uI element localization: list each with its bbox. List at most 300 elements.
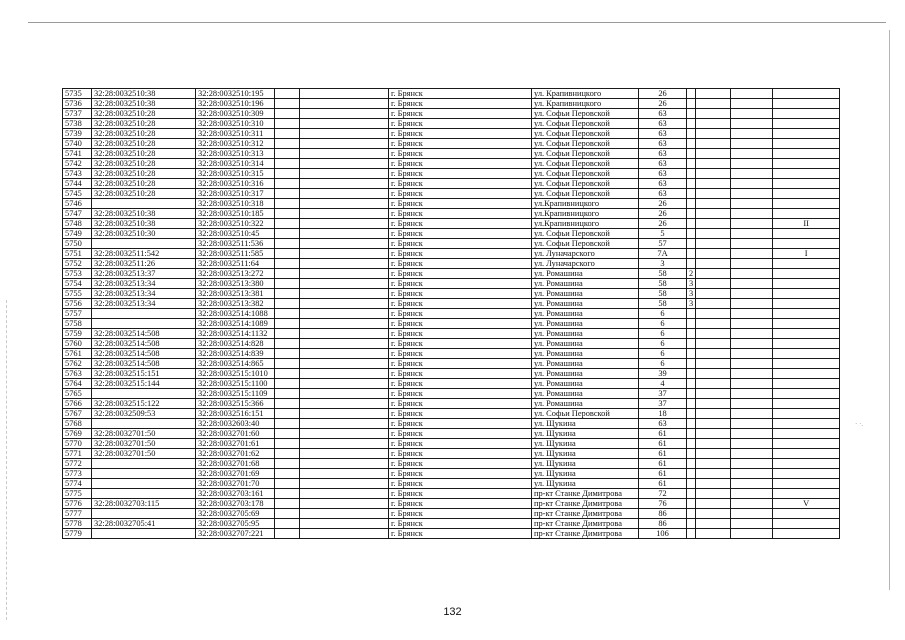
- row-number-cell: 5765: [63, 389, 92, 399]
- city-cell: г. Брянск: [389, 329, 532, 339]
- empty-cell: [731, 449, 773, 459]
- empty-cell: [731, 229, 773, 239]
- cadastral-number-cell: 32:28:0032510:185: [196, 209, 275, 219]
- building-cell: [687, 439, 696, 449]
- parent-cadastral-number-cell: [92, 489, 196, 499]
- house-number-cell: 61: [639, 439, 687, 449]
- row-number-cell: 5751: [63, 249, 92, 259]
- row-number-cell: 5739: [63, 129, 92, 139]
- empty-cell: [300, 259, 389, 269]
- empty-cell: [731, 299, 773, 309]
- cadastral-number-cell: 32:28:0032703:178: [196, 499, 275, 509]
- parent-cadastral-number-cell: 32:28:0032513:34: [92, 279, 196, 289]
- city-cell: г. Брянск: [389, 399, 532, 409]
- street-cell: ул. Ромашина: [532, 339, 639, 349]
- city-cell: г. Брянск: [389, 159, 532, 169]
- cadastral-number-cell: 32:28:0032510:322: [196, 219, 275, 229]
- empty-cell: [696, 439, 731, 449]
- city-cell: г. Брянск: [389, 439, 532, 449]
- parent-cadastral-number-cell: [92, 509, 196, 519]
- note-cell: I: [773, 249, 840, 259]
- empty-cell: [300, 239, 389, 249]
- empty-cell: [300, 419, 389, 429]
- parent-cadastral-number-cell: 32:28:0032514:508: [92, 339, 196, 349]
- parent-cadastral-number-cell: 32:28:0032510:28: [92, 179, 196, 189]
- street-cell: ул. Ромашина: [532, 299, 639, 309]
- empty-cell: [275, 119, 300, 129]
- empty-cell: [300, 299, 389, 309]
- row-number-cell: 5762: [63, 359, 92, 369]
- house-number-cell: 63: [639, 159, 687, 169]
- street-cell: ул. Ромашина: [532, 349, 639, 359]
- empty-cell: [731, 519, 773, 529]
- row-number-cell: 5764: [63, 379, 92, 389]
- building-cell: [687, 189, 696, 199]
- empty-cell: [275, 329, 300, 339]
- empty-cell: [275, 499, 300, 509]
- city-cell: г. Брянск: [389, 359, 532, 369]
- city-cell: г. Брянск: [389, 349, 532, 359]
- city-cell: г. Брянск: [389, 319, 532, 329]
- table-row: [63, 379, 840, 389]
- street-cell: ул. Щукина: [532, 479, 639, 489]
- row-number-cell: 5775: [63, 489, 92, 499]
- note-cell: [773, 329, 840, 339]
- empty-cell: [696, 169, 731, 179]
- empty-cell: [275, 379, 300, 389]
- note-cell: [773, 149, 840, 159]
- empty-cell: [696, 269, 731, 279]
- cadastral-number-cell: 32:28:0032511:64: [196, 259, 275, 269]
- parent-cadastral-number-cell: [92, 419, 196, 429]
- street-cell: ул. Ромашина: [532, 379, 639, 389]
- row-number-cell: 5743: [63, 169, 92, 179]
- note-cell: [773, 449, 840, 459]
- street-cell: ул. Софьи Перовской: [532, 119, 639, 129]
- building-cell: [687, 529, 696, 539]
- cadastral-number-cell: 32:28:0032511:536: [196, 239, 275, 249]
- table-row: [63, 339, 840, 349]
- building-cell: [687, 369, 696, 379]
- table-row: [63, 319, 840, 329]
- empty-cell: [696, 329, 731, 339]
- empty-cell: [731, 289, 773, 299]
- empty-cell: [696, 449, 731, 459]
- cadastral-number-cell: 32:28:0032515:1010: [196, 369, 275, 379]
- street-cell: ул. Ромашина: [532, 279, 639, 289]
- note-cell: [773, 289, 840, 299]
- empty-cell: [731, 89, 773, 99]
- empty-cell: [731, 269, 773, 279]
- parent-cadastral-number-cell: 32:28:0032514:508: [92, 359, 196, 369]
- note-cell: [773, 349, 840, 359]
- empty-cell: [731, 369, 773, 379]
- note-cell: [773, 389, 840, 399]
- table-row: [63, 249, 840, 259]
- building-cell: [687, 89, 696, 99]
- city-cell: г. Брянск: [389, 429, 532, 439]
- cadastral-number-cell: 32:28:0032707:221: [196, 529, 275, 539]
- parent-cadastral-number-cell: 32:28:0032705:41: [92, 519, 196, 529]
- building-cell: [687, 159, 696, 169]
- house-number-cell: 86: [639, 509, 687, 519]
- empty-cell: [275, 419, 300, 429]
- house-number-cell: 58: [639, 289, 687, 299]
- note-cell: [773, 189, 840, 199]
- note-cell: [773, 259, 840, 269]
- building-cell: [687, 449, 696, 459]
- empty-cell: [731, 219, 773, 229]
- note-cell: [773, 519, 840, 529]
- row-number-cell: 5766: [63, 399, 92, 409]
- row-number-cell: 5742: [63, 159, 92, 169]
- empty-cell: [300, 219, 389, 229]
- building-cell: 3: [687, 289, 696, 299]
- table-row: [63, 89, 840, 99]
- empty-cell: [275, 389, 300, 399]
- empty-cell: [696, 529, 731, 539]
- house-number-cell: 18: [639, 409, 687, 419]
- empty-cell: [300, 509, 389, 519]
- house-number-cell: 39: [639, 369, 687, 379]
- row-number-cell: 5738: [63, 119, 92, 129]
- note-cell: [773, 119, 840, 129]
- empty-cell: [731, 429, 773, 439]
- city-cell: г. Брянск: [389, 149, 532, 159]
- empty-cell: [696, 359, 731, 369]
- empty-cell: [731, 109, 773, 119]
- house-number-cell: 6: [639, 319, 687, 329]
- table-row: [63, 449, 840, 459]
- empty-cell: [300, 169, 389, 179]
- house-number-cell: 58: [639, 269, 687, 279]
- street-cell: ул. Софьи Перовской: [532, 159, 639, 169]
- empty-cell: [275, 149, 300, 159]
- empty-cell: [275, 209, 300, 219]
- empty-cell: [696, 239, 731, 249]
- note-cell: [773, 419, 840, 429]
- row-number-cell: 5759: [63, 329, 92, 339]
- street-cell: пр-кт Станке Димитрова: [532, 529, 639, 539]
- cadastral-number-cell: 32:28:0032514:865: [196, 359, 275, 369]
- scan-noise: · ·.: [855, 420, 864, 428]
- empty-cell: [275, 239, 300, 249]
- empty-cell: [275, 299, 300, 309]
- street-cell: ул. Щукина: [532, 469, 639, 479]
- empty-cell: [731, 489, 773, 499]
- building-cell: [687, 119, 696, 129]
- row-number-cell: 5776: [63, 499, 92, 509]
- house-number-cell: 6: [639, 359, 687, 369]
- empty-cell: [300, 319, 389, 329]
- city-cell: г. Брянск: [389, 499, 532, 509]
- table-row: [63, 279, 840, 289]
- empty-cell: [696, 519, 731, 529]
- city-cell: г. Брянск: [389, 129, 532, 139]
- street-cell: пр-кт Станке Димитрова: [532, 509, 639, 519]
- cadastral-number-cell: 32:28:0032513:382: [196, 299, 275, 309]
- row-number-cell: 5754: [63, 279, 92, 289]
- empty-cell: [275, 489, 300, 499]
- row-number-cell: 5746: [63, 199, 92, 209]
- house-number-cell: 61: [639, 449, 687, 459]
- empty-cell: [300, 329, 389, 339]
- empty-cell: [696, 389, 731, 399]
- house-number-cell: 6: [639, 309, 687, 319]
- cadastral-number-cell: 32:28:0032510:45: [196, 229, 275, 239]
- cadastral-number-cell: 32:28:0032701:61: [196, 439, 275, 449]
- parent-cadastral-number-cell: [92, 199, 196, 209]
- empty-cell: [696, 219, 731, 229]
- empty-cell: [275, 109, 300, 119]
- building-cell: [687, 359, 696, 369]
- empty-cell: [696, 319, 731, 329]
- building-cell: [687, 99, 696, 109]
- note-cell: II: [773, 219, 840, 229]
- building-cell: [687, 149, 696, 159]
- empty-cell: [300, 529, 389, 539]
- building-cell: [687, 319, 696, 329]
- empty-cell: [275, 279, 300, 289]
- note-cell: [773, 319, 840, 329]
- empty-cell: [300, 349, 389, 359]
- row-number-cell: 5755: [63, 289, 92, 299]
- parent-cadastral-number-cell: 32:28:0032703:115: [92, 499, 196, 509]
- empty-cell: [275, 89, 300, 99]
- empty-cell: [731, 439, 773, 449]
- building-cell: [687, 389, 696, 399]
- note-cell: [773, 209, 840, 219]
- row-number-cell: 5737: [63, 109, 92, 119]
- cadastral-number-cell: 32:28:0032701:69: [196, 469, 275, 479]
- building-cell: [687, 469, 696, 479]
- city-cell: г. Брянск: [389, 219, 532, 229]
- empty-cell: [731, 389, 773, 399]
- house-number-cell: 6: [639, 329, 687, 339]
- empty-cell: [696, 429, 731, 439]
- table-row: [63, 119, 840, 129]
- note-cell: [773, 269, 840, 279]
- empty-cell: [696, 349, 731, 359]
- empty-cell: [731, 359, 773, 369]
- street-cell: пр-кт Станке Димитрова: [532, 489, 639, 499]
- street-cell: ул. Софьи Перовской: [532, 139, 639, 149]
- empty-cell: [731, 339, 773, 349]
- parent-cadastral-number-cell: 32:28:0032510:28: [92, 109, 196, 119]
- empty-cell: [731, 129, 773, 139]
- cadastral-number-cell: 32:28:0032510:311: [196, 129, 275, 139]
- empty-cell: [696, 139, 731, 149]
- table-row: [63, 389, 840, 399]
- house-number-cell: 63: [639, 109, 687, 119]
- empty-cell: [275, 169, 300, 179]
- row-number-cell: 5767: [63, 409, 92, 419]
- empty-cell: [696, 479, 731, 489]
- parent-cadastral-number-cell: 32:28:0032510:30: [92, 229, 196, 239]
- empty-cell: [300, 309, 389, 319]
- table-row: [63, 299, 840, 309]
- street-cell: ул. Щукина: [532, 419, 639, 429]
- empty-cell: [696, 259, 731, 269]
- page-number: 132: [443, 606, 462, 618]
- empty-cell: [731, 399, 773, 409]
- empty-cell: [696, 309, 731, 319]
- building-cell: 3: [687, 299, 696, 309]
- city-cell: г. Брянск: [389, 249, 532, 259]
- table-row: [63, 519, 840, 529]
- cadastral-number-cell: 32:28:0032603:40: [196, 419, 275, 429]
- cadastral-number-cell: 32:28:0032510:196: [196, 99, 275, 109]
- house-number-cell: 57: [639, 239, 687, 249]
- empty-cell: [696, 409, 731, 419]
- street-cell: ул. Ромашина: [532, 289, 639, 299]
- street-cell: ул. Софьи Перовской: [532, 109, 639, 119]
- empty-cell: [731, 159, 773, 169]
- table-row: [63, 429, 840, 439]
- table-row: [63, 99, 840, 109]
- cadastral-number-cell: 32:28:0032515:1109: [196, 389, 275, 399]
- street-cell: ул. Щукина: [532, 429, 639, 439]
- parent-cadastral-number-cell: 32:28:0032515:122: [92, 399, 196, 409]
- empty-cell: [300, 199, 389, 209]
- empty-cell: [731, 379, 773, 389]
- empty-cell: [696, 109, 731, 119]
- empty-cell: [731, 259, 773, 269]
- empty-cell: [731, 329, 773, 339]
- empty-cell: [275, 99, 300, 109]
- row-number-cell: 5763: [63, 369, 92, 379]
- table-row: [63, 369, 840, 379]
- parent-cadastral-number-cell: 32:28:0032513:34: [92, 289, 196, 299]
- empty-cell: [300, 379, 389, 389]
- note-cell: [773, 369, 840, 379]
- table-row: [63, 169, 840, 179]
- note-cell: [773, 139, 840, 149]
- empty-cell: [275, 409, 300, 419]
- building-cell: [687, 409, 696, 419]
- note-cell: [773, 99, 840, 109]
- city-cell: г. Брянск: [389, 239, 532, 249]
- note-cell: V: [773, 499, 840, 509]
- building-cell: [687, 479, 696, 489]
- house-number-cell: 4: [639, 379, 687, 389]
- parent-cadastral-number-cell: 32:28:0032515:144: [92, 379, 196, 389]
- building-cell: [687, 349, 696, 359]
- parent-cadastral-number-cell: [92, 309, 196, 319]
- empty-cell: [275, 479, 300, 489]
- table-row: [63, 329, 840, 339]
- note-cell: [773, 109, 840, 119]
- scan-top-border: [28, 22, 886, 23]
- table-row: [63, 459, 840, 469]
- cadastral-number-cell: 32:28:0032510:313: [196, 149, 275, 159]
- parent-cadastral-number-cell: 32:28:0032515:151: [92, 369, 196, 379]
- street-cell: ул. Ромашина: [532, 359, 639, 369]
- empty-cell: [731, 99, 773, 109]
- building-cell: [687, 419, 696, 429]
- city-cell: г. Брянск: [389, 89, 532, 99]
- cadastral-number-cell: 32:28:0032513:272: [196, 269, 275, 279]
- empty-cell: [300, 389, 389, 399]
- house-number-cell: 86: [639, 519, 687, 529]
- empty-cell: [300, 339, 389, 349]
- parent-cadastral-number-cell: 32:28:0032510:38: [92, 89, 196, 99]
- city-cell: г. Брянск: [389, 119, 532, 129]
- row-number-cell: 5772: [63, 459, 92, 469]
- table-row: [63, 179, 840, 189]
- table-row: [63, 289, 840, 299]
- empty-cell: [275, 159, 300, 169]
- empty-cell: [275, 219, 300, 229]
- empty-cell: [731, 169, 773, 179]
- empty-cell: [300, 519, 389, 529]
- street-cell: ул. Крапивницкого: [532, 89, 639, 99]
- house-number-cell: 5: [639, 229, 687, 239]
- row-number-cell: 5735: [63, 89, 92, 99]
- street-cell: ул. Софьи Перовской: [532, 189, 639, 199]
- street-cell: ул. Луначарского: [532, 249, 639, 259]
- house-number-cell: 61: [639, 429, 687, 439]
- house-number-cell: 76: [639, 499, 687, 509]
- parent-cadastral-number-cell: 32:28:0032514:508: [92, 329, 196, 339]
- empty-cell: [696, 199, 731, 209]
- empty-cell: [696, 499, 731, 509]
- empty-cell: [731, 349, 773, 359]
- parent-cadastral-number-cell: 32:28:0032510:28: [92, 189, 196, 199]
- note-cell: [773, 199, 840, 209]
- empty-cell: [275, 459, 300, 469]
- empty-cell: [275, 469, 300, 479]
- parent-cadastral-number-cell: [92, 319, 196, 329]
- parent-cadastral-number-cell: 32:28:0032510:28: [92, 169, 196, 179]
- note-cell: [773, 379, 840, 389]
- empty-cell: [731, 149, 773, 159]
- empty-cell: [731, 499, 773, 509]
- empty-cell: [275, 359, 300, 369]
- empty-cell: [275, 529, 300, 539]
- note-cell: [773, 439, 840, 449]
- cadastral-number-cell: 32:28:0032703:161: [196, 489, 275, 499]
- city-cell: г. Брянск: [389, 459, 532, 469]
- table-row: [63, 259, 840, 269]
- street-cell: ул. Софьи Перовской: [532, 169, 639, 179]
- parent-cadastral-number-cell: 32:28:0032510:28: [92, 139, 196, 149]
- row-number-cell: 5752: [63, 259, 92, 269]
- house-number-cell: 26: [639, 99, 687, 109]
- table-row: [63, 229, 840, 239]
- empty-cell: [731, 189, 773, 199]
- house-number-cell: 26: [639, 89, 687, 99]
- street-cell: ул. Софьи Перовской: [532, 239, 639, 249]
- house-number-cell: 37: [639, 399, 687, 409]
- empty-cell: [300, 399, 389, 409]
- register-table-container: [62, 88, 840, 539]
- city-cell: г. Брянск: [389, 209, 532, 219]
- note-cell: [773, 459, 840, 469]
- empty-cell: [696, 509, 731, 519]
- cadastral-number-cell: 32:28:0032510:315: [196, 169, 275, 179]
- house-number-cell: 61: [639, 479, 687, 489]
- cadastral-number-cell: 32:28:0032514:1089: [196, 319, 275, 329]
- table-row: [63, 149, 840, 159]
- empty-cell: [696, 159, 731, 169]
- empty-cell: [275, 349, 300, 359]
- row-number-cell: 5744: [63, 179, 92, 189]
- table-row: [63, 269, 840, 279]
- cadastral-number-cell: 32:28:0032701:60: [196, 429, 275, 439]
- empty-cell: [696, 189, 731, 199]
- empty-cell: [275, 249, 300, 259]
